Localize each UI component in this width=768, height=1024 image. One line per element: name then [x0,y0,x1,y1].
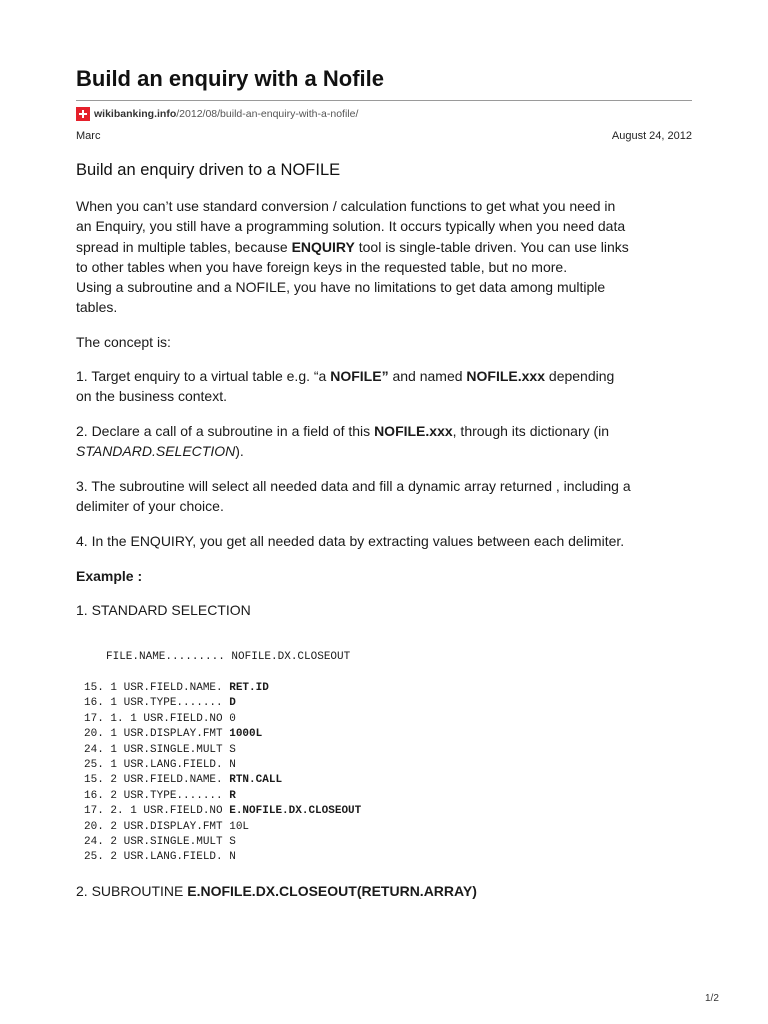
code-value: R [229,789,236,802]
code-row [84,696,361,711]
code-label: 15. 1 USR.FIELD.NAME. [84,682,223,694]
page-title: Build an enquiry with a Nofile [76,66,385,91]
example-label: Example : [76,568,143,584]
code-label: 20. 2 USR.DISPLAY.FMT [84,820,223,833]
code-value: E.NOFILE.DX.CLOSEOUT [229,805,362,818]
code-label: 25. 1 USR.LANG.FIELD. [84,758,223,771]
code-value: 1000L [229,728,263,741]
swiss-flag-icon [76,107,90,121]
code-label: 24. 1 USR.SINGLE.MULT [84,743,223,756]
subroutine-heading: 2. SUBROUTINE E.NOFILE.DX.CLOSEOUT(RETURN.ARRAY) [76,883,477,899]
code-row [84,712,361,727]
publish-date: August 24, 2012 [611,130,692,142]
source-path: /2012/08/build-an-enquiry-with-a-nofile/ [176,108,359,120]
page-number: 1/2 [705,993,719,1004]
code-value: S [229,835,236,848]
code-row [84,758,361,773]
code-value: S [229,743,236,756]
code-block [84,681,361,866]
author-name: Marc [76,130,101,142]
code-value: RTN.CALL [229,774,283,787]
code-value: N [229,851,236,864]
code-label: 20. 1 USR.DISPLAY.FMT [84,728,223,741]
code-row [84,727,361,742]
code-row [84,681,361,696]
code-row [84,850,361,865]
standard-selection-heading: 1. STANDARD SELECTION [76,602,251,618]
step-1: 1. Target enquiry to a virtual table e.g. “a NOFILE” and named NOFILE.xxx depending on the business context. [76,368,615,405]
code-label: 25. 2 USR.LANG.FIELD. [84,851,223,864]
code-value: 0 [229,712,236,725]
code-row [84,820,361,835]
code-row [84,789,361,804]
code-label: 16. 2 USR.TYPE....... [84,789,223,802]
step-3: 3. The subroutine will select all needed data and fill a dynamic array returned , including a delimiter of your choice. [76,478,631,515]
concept-intro: The concept is: [76,334,171,350]
code-row [84,804,361,819]
section-heading: Build an enquiry driven to a NOFILE [76,161,341,179]
code-value: 10L [229,820,250,833]
intro-paragraph [76,196,692,318]
intro-line: spread in multiple tables, because ENQUIRY tool is single-table driven. You can use links [76,238,629,255]
intro-line: an Enquiry, you still have a programming solution. It occurs typically when you need data [76,218,626,235]
source-domain: wikibanking.info [94,108,177,120]
code-value: N [229,758,236,771]
source-link[interactable] [76,107,358,121]
code-label: 16. 1 USR.TYPE....... [84,697,223,710]
code-value: RET.ID [229,682,269,694]
step-2: 2. Declare a call of a subroutine in a field of this NOFILE.xxx, through its dictionary (in STANDARD.SELECTION). [76,423,610,460]
intro-line: Using a subroutine and a NOFILE, you have no limitations to get data among multiple [76,279,606,296]
article-meta [76,130,692,142]
code-row [84,835,361,850]
intro-line: When you can’t use standard conversion / calculation functions to get what you need in [76,198,616,214]
intro-line: tables. [76,299,118,316]
title-divider [76,100,692,101]
step-4: 4. In the ENQUIRY, you get all needed data by extracting values between each delimiter. [76,533,625,549]
intro-line: to other tables when you have foreign keys in the requested table, but no more. [76,258,568,275]
code-row [84,773,361,788]
code-label: 17. 2. 1 USR.FIELD.NO [84,805,223,818]
code-label: 24. 2 USR.SINGLE.MULT [84,835,223,848]
code-row [84,743,361,758]
code-label: 15. 2 USR.FIELD.NAME. [84,774,223,787]
code-label: 17. 1. 1 USR.FIELD.NO [84,712,223,725]
code-value: D [229,697,236,710]
file-name-line: FILE.NAME......... NOFILE.DX.CLOSEOUT [106,651,351,663]
